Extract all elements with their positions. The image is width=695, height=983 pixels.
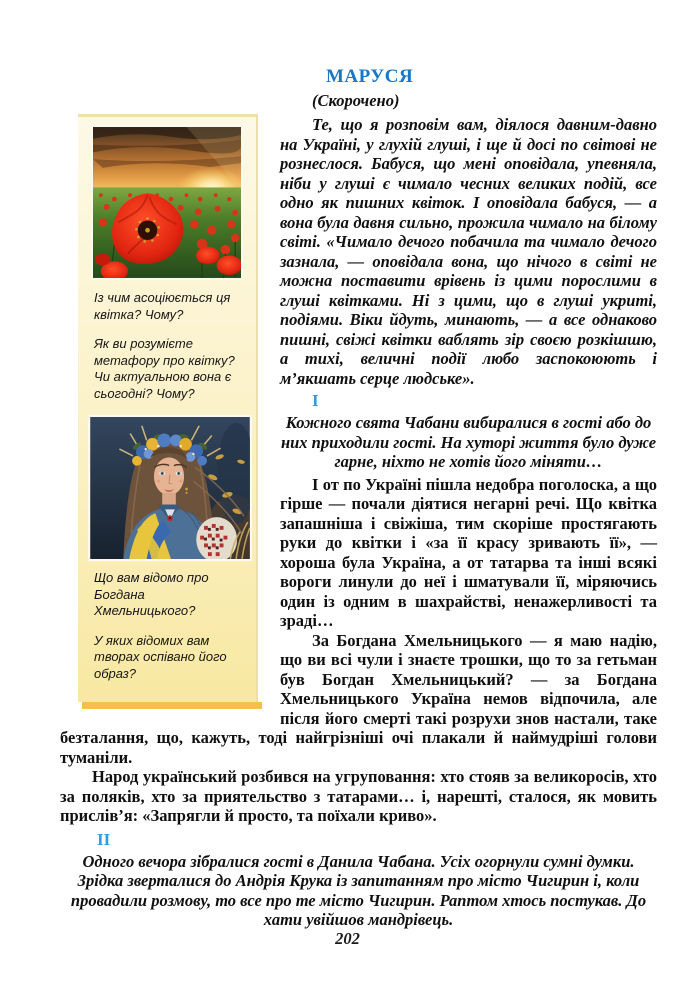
paragraph-people-split: Народ український розбився на угруповання: хто стояв за великоросів, хто за поляків, хто за приятельство з татарами… і, нарешті, сталося, як мовить прислів’я: «Запрягли й просто, та поїхали криво». — [60, 767, 657, 825]
section2-quote: Одного вечора зібралися гості в Данила Чабана. Усіх огорнули сумні думки. Зрідка зверталися до Андрія Крука із запитанням про місто Чигирин і, коли провадили розмову, то все про те місто Чигирин. Раптом хтось постукав. До хати увійшов мандрівець. — [70, 851, 647, 929]
page-number: 202 — [335, 929, 360, 948]
ukrainian-girl-illustration — [90, 417, 250, 559]
intro-paragraph: Те, що я розповім вам, діялося давним-давно на Україні, у глухій глуші, і ще й досі по світові не рознеслося. Бабуся, що мені оповідала, упевняла, ніби у глуші є чимало чесних великих подій, все одно як пишних квіток. І оповідала бабуся, — а вона була давня сильно, прожила чимало на білому світі. «Чимало дечого побачила та чимало дечого зазнала, — оповідала вона, що нічого в світі не можна поставити врівень із цими порослими в глуші квітками. Ні з цими, що в глуші укриті, подіями. Віки йдуть, минають, — а все однаково пишні, свіжі квітки ваблять зір своєю розкішшю, а тихі, величні події любо заспокоюють і м’якшать серце людське». — [280, 115, 657, 388]
page-title: МАРУСЯ — [326, 66, 414, 87]
paragraph-ukraine-rumor: І от по Україні пішла недобра поголоска, а що гірше — почали діятися негарні речі. Що квітка запашніша і свіжіша, тим скоріше простягають руки до квітки і «за її красу зривають її», — хороша була Україна, а от татарва та інші всякі вороги линули до неї і шматували її, міряючись один із одним в шахрайстві, ненажерливості та зраді… — [280, 474, 657, 630]
ukrainian-girl-image — [88, 415, 252, 561]
poppy-field-image — [91, 125, 243, 280]
section1-quote: Кожного свята Чабани вибиралися в гості або до них приходили гості. На хуторі життя було дуже гарне, ніхто не хотів його міняти… — [280, 413, 657, 471]
section-marker-1: I — [312, 391, 319, 410]
chapter-header — [312, 66, 657, 111]
sidebar-question: Із чим асоціюється ця квітка? Чому? — [94, 290, 231, 322]
subtitle: (Скорочено) — [312, 91, 400, 110]
sidebar — [78, 114, 258, 702]
paragraph-khmelnytsky: За Богдана Хмельницького — я маю надію, що ви всі чули і знаєте трошки, що то за гетьман був Богдан Хмельницький? — за Богдана Хмельницького Україна немов відпочила, але після його смерті такі розрухи знов настали, таке безталання, що, кажуть, тоді найгрізніші очі плакали й наймудріші голови туманіли. — [60, 630, 657, 767]
section-marker-2: II — [97, 829, 111, 849]
sidebar-question: У яких відомих вам творах оспівано його образ? — [94, 632, 227, 681]
poppy-field-illustration — [93, 127, 241, 278]
sidebar-question: Як ви розумієте метафору про квітку? Чи актуальною вона є сьогодні? Чому? — [94, 336, 235, 401]
sidebar-question: Що вам відомо про Богдана Хмельницького? — [94, 570, 209, 618]
